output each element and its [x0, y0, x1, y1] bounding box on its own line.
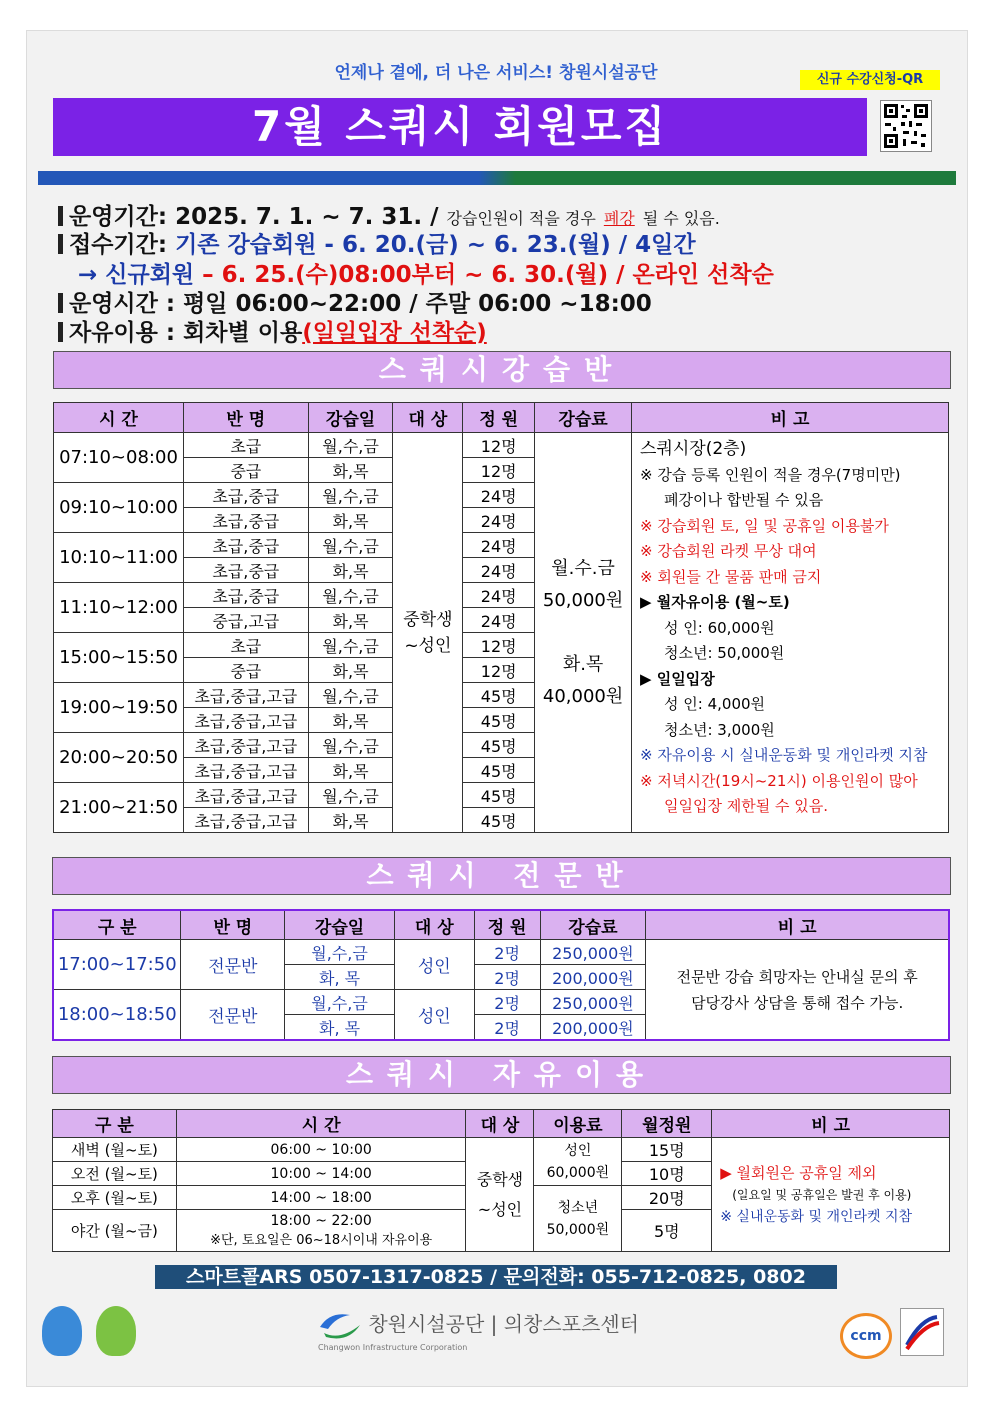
- notes-cell: 스쿼시장(2층) ※ 강습 등록 인원이 적을 경우(7명미만) 폐강이나 합반될 수 있음 ※ 강습회원 토, 일 및 공휴일 이용불가 ※ 강습회원 라켓 무상 대여 ※ 회원들 간 물품 판매 금지 ▶ 월자유이용 (월~토) 성 인: 60,000원 청소년: 50,000원 ▶ 일일입장 성 인: 4,000원 청소년: 3,000원 ※ 자유이용 시 실내운동화 및 개인라켓 지참 ※ 저녁시간(19시~21시) 이용인원이 많아 일일입장 제한될 수 있음.: [632, 433, 949, 833]
- divider-bar: [38, 171, 956, 185]
- table-row: 중급,고급 화,목 24명: [54, 608, 949, 633]
- org-swoosh-icon: [318, 1309, 362, 1343]
- fee-adult: 성인 60,000원: [534, 1138, 622, 1186]
- table-row: 화, 목 2명 200,000원: [53, 1015, 949, 1041]
- qr-label: 신규 수강신청-QR: [800, 70, 940, 90]
- table-row: 초급,중급,고급 화,목 45명: [54, 808, 949, 833]
- table-row: 중급 화,목 12명: [54, 458, 949, 483]
- page-title: 7월 스쿼시 회원모집: [53, 98, 867, 156]
- contact-bar: 스마트콜ARS 0507-1317-0825 / 문의전화: 055-712-0825, 0802: [155, 1265, 837, 1289]
- registration-new: → 신규회원 – 6. 25.(수)08:00부터 ~ 6. 30.(월) / 온라인 선착순: [78, 262, 774, 288]
- col-header: 정 원: [463, 403, 535, 433]
- table-row: 10:10~11:00 초급,중급 월,수,금 24명: [54, 533, 949, 558]
- table-row: 09:10~10:00 초급,중급 월,수,금 24명: [54, 483, 949, 508]
- col-header: 반 명: [183, 403, 308, 433]
- col-header: 강습료: [535, 403, 632, 433]
- mascot-green-icon: [96, 1306, 136, 1356]
- col-header: 대 상: [393, 403, 463, 433]
- table-row: 20:00~20:50 초급,중급,고급 월,수,금 45명: [54, 733, 949, 758]
- table-row: 중급 화,목 12명: [54, 658, 949, 683]
- table-row: [54, 433, 949, 458]
- table-row: 초급,중급 화,목 24명: [54, 508, 949, 533]
- operating-hours: 운영시간 : 평일 06:00~22:00 / 주말 06:00 ~18:00: [58, 285, 652, 318]
- table-row: 화, 목 2명 200,000원: [53, 965, 949, 990]
- target-cell: 중학생 ~성인: [393, 433, 463, 833]
- class-name: 초급: [183, 433, 308, 458]
- table-row: 초급,중급 화,목 24명: [54, 558, 949, 583]
- certification-badge-icon: [900, 1308, 944, 1356]
- free-use-info: 자유이용 : 회차별 이용(일일입장 선착순): [58, 314, 487, 347]
- table-row: 17:00~17:50 전문반 월,수,금 성인 2명 250,000원 전문반 강습 희망자는 안내실 문의 후 담당강사 상담을 통해 접수 가능.: [53, 940, 949, 965]
- table-row: 야간 (월~금) 18:00 ~ 22:00 ※단, 토요일은 06~18시이내 자유이용 5명: [53, 1210, 950, 1252]
- registration-period: 접수기간: 기존 강습회원 - 6. 20.(금) ~ 6. 23.(월) / 4일간: [58, 226, 696, 259]
- free-notes: ▶ 월회원은 공휴일 제외 (일요일 및 공휴일은 발권 후 이용) ※ 실내운동화 및 개인라켓 지참: [712, 1138, 950, 1252]
- col-header: 강습일: [308, 403, 393, 433]
- free-section-title: 스쿼시 자유이용: [52, 1056, 951, 1094]
- time-cell: 07:10~08:00: [54, 433, 184, 483]
- table-row: 초급,중급,고급 화,목 45명: [54, 758, 949, 783]
- table-row: 오후 (월~토) 14:00 ~ 18:00 청소년 50,000원 20명: [53, 1186, 950, 1210]
- table-row: 초급,중급,고급 화,목 45명: [54, 708, 949, 733]
- slogan: 언제나 곁에, 더 나은 서비스! 창원시설공단: [334, 63, 658, 83]
- operating-period: 운영기간: 2025. 7. 1. ~ 7. 31. / 강습인원이 적을 경우 폐강 될 수 있음.: [58, 198, 720, 231]
- col-header: 시 간: [54, 403, 184, 433]
- table-row: 15:00~15:50 초급 월,수,금 12명: [54, 633, 949, 658]
- fee-youth: 청소년 50,000원: [534, 1186, 622, 1252]
- table-row: 오전 (월~토) 10:00 ~ 14:00 10명: [53, 1162, 950, 1186]
- mascot-blue-icon: [42, 1306, 82, 1356]
- capacity: 12명: [463, 433, 535, 458]
- expert-table: 구 분 반 명 강습일 대 상 정 원 강습료 비 고 17:00~17:50 전문반 월,수,금 성인 2명 250,000원 전문반 강습 희망자는 안내실 문의 후 담당강사 상담을 통해 접수 가능. 화, 목 2명 200,000원 18:00~18:50 전문반 월,수,금 성인 2명 250,000원 화, 목 2명 200,000원: [52, 909, 950, 1041]
- expert-section-title: 스쿼시 전문반: [52, 857, 951, 895]
- org-logo: 창원시설공단 | 의창스포츠센터 Changwon Infrastructure Corporation: [318, 1308, 639, 1352]
- class-days: 월,수,금: [308, 433, 393, 458]
- table-row: 18:00~18:50 전문반 월,수,금 성인 2명 250,000원: [53, 990, 949, 1015]
- qr-code-icon[interactable]: [880, 100, 932, 152]
- table-row: 11:10~12:00 초급,중급 월,수,금 24명: [54, 583, 949, 608]
- class-table: [53, 402, 949, 833]
- ccm-logo: ccm: [840, 1313, 892, 1359]
- table-row: 19:00~19:50 초급,중급,고급 월,수,금 45명: [54, 683, 949, 708]
- col-header: 비 고: [632, 403, 949, 433]
- expert-note: 전문반 강습 희망자는 안내실 문의 후 담당강사 상담을 통해 접수 가능.: [646, 940, 949, 1041]
- free-target: 중학생 ~성인: [466, 1138, 534, 1252]
- table-row: 21:00~21:50 초급,중급,고급 월,수,금 45명: [54, 783, 949, 808]
- table-row: 새벽 (월~토) 06:00 ~ 10:00 중학생 ~성인 성인 60,000원 15명 ▶ 월회원은 공휴일 제외 (일요일 및 공휴일은 발권 후 이용) ※ 실내운동화 및 개인라켓 지참: [53, 1138, 950, 1162]
- class-section-title: 스쿼시강습반: [53, 351, 951, 389]
- free-use-table: 구 분 시 간 대 상 이용료 월정원 비 고 새벽 (월~토) 06:00 ~ 10:00 중학생 ~성인 성인 60,000원 15명 ▶ 월회원은 공휴일 제외 (일요일 및 공휴일은 발권 후 이용) ※ 실내운동화 및 개인라켓 지참 오전 (월~토) 10:00 ~ 14:00 10명 오후 (월~토) 14:00 ~ 18:00 청소년 50,000원 20명 야간 (월~금) 18:00 ~ 22:00 ※단, 토요일은 06~18시이내 자유이용 5명: [52, 1109, 950, 1252]
- fee-cell: 월.수.금 50,000원 화.목 40,000원: [535, 433, 632, 833]
